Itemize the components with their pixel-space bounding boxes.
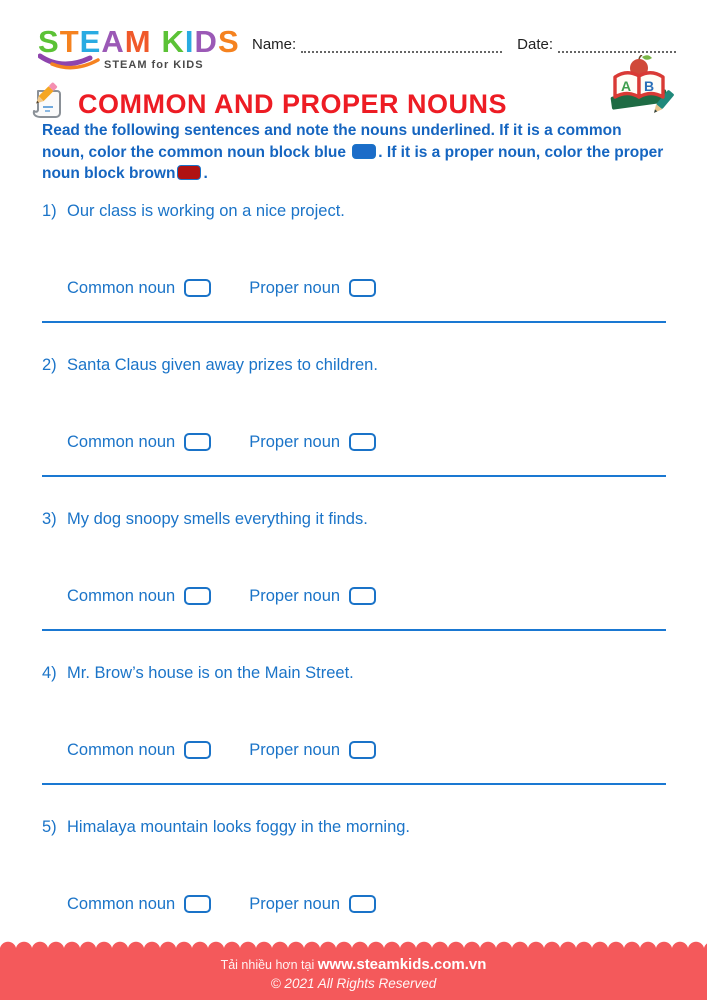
common-noun-label: Common noun [67,432,176,451]
question-5 [42,816,666,914]
footer-line1 [0,950,707,973]
footer [0,950,707,1000]
common-noun-option [67,433,211,452]
proper-noun-label: Proper noun [249,586,341,605]
footer-copyright: © 2021 All Rights Reserved [270,976,437,991]
proper-noun-checkbox[interactable] [349,433,376,451]
common-noun-label: Common noun [67,894,176,913]
logo-letter: I [184,24,195,59]
page-title: COMMON AND PROPER NOUNS [78,89,508,119]
question-sentence [42,816,666,838]
question-text: My dog snoopy smells everything it finds. [67,510,368,528]
proper-noun-checkbox[interactable] [349,741,376,759]
name-date-row [252,36,681,53]
question-number: 5) [42,818,57,836]
logo-letter: D [194,24,218,59]
logo-letter: S [217,24,240,59]
question-options [67,278,666,298]
common-noun-option [67,895,211,914]
proper-noun-checkbox[interactable] [349,279,376,297]
swoosh-icon [38,53,102,76]
question-divider [42,321,666,323]
common-noun-label: Common noun [67,586,176,605]
proper-noun-option [249,433,376,452]
instructions-part3: . [203,165,208,182]
common-noun-option [67,587,211,606]
proper-noun-option [249,741,376,760]
proper-noun-option [249,895,376,914]
question-divider [42,783,666,785]
question-text: Our class is working on a nice project. [67,202,345,220]
date-label: Date: [517,36,553,53]
svg-text:A: A [621,78,632,94]
question-text: Mr. Brow’s house is on the Main Street. [67,664,354,682]
svg-text:B: B [644,78,655,94]
proper-noun-option [249,279,376,298]
question-options [67,586,666,606]
name-label: Name: [252,36,297,53]
proper-noun-checkbox[interactable] [349,587,376,605]
question-sentence [42,662,666,684]
question-sentence [42,508,666,530]
proper-noun-label: Proper noun [249,432,341,451]
common-noun-checkbox[interactable] [184,741,211,759]
logo-letter: K [161,24,185,59]
logo-letter: T [59,24,80,59]
question-options [67,740,666,760]
question-options [67,432,666,452]
question-4 [42,662,666,785]
instructions-part1: Read the following sentences and note the nouns underlined. If it is a common noun, color the common noun block blue [42,122,622,161]
questions-list [42,200,666,914]
name-field[interactable] [301,40,502,53]
question-number: 3) [42,510,57,528]
common-noun-option [67,741,211,760]
question-number: 1) [42,202,57,220]
logo-subtitle: STEAM for KIDS [104,58,204,71]
question-divider [42,475,666,477]
proper-noun-checkbox[interactable] [349,895,376,913]
footer-scallop-border [0,941,707,950]
common-noun-label: Common noun [67,740,176,759]
common-noun-checkbox[interactable] [184,587,211,605]
proper-noun-label: Proper noun [249,278,341,297]
instructions-part2: . If it is a proper noun, color the proper noun block brown [42,143,664,182]
question-1 [42,200,666,323]
common-noun-option [67,279,211,298]
date-field[interactable] [558,40,676,53]
footer-url[interactable]: www.steamkids.com.vn [317,956,487,973]
brown-block-swatch [177,165,201,180]
proper-noun-label: Proper noun [249,740,341,759]
question-3 [42,508,666,631]
question-divider [42,629,666,631]
common-noun-checkbox[interactable] [184,433,211,451]
question-text: Himalaya mountain looks foggy in the morning. [67,818,411,836]
blue-block-swatch [352,144,376,159]
question-2 [42,354,666,477]
question-text: Santa Claus given away prizes to children. [67,356,378,374]
common-noun-checkbox[interactable] [184,279,211,297]
logo-letter: M [124,24,152,59]
question-number: 2) [42,356,57,374]
common-noun-checkbox[interactable] [184,895,211,913]
proper-noun-label: Proper noun [249,894,341,913]
question-sentence [42,354,666,376]
proper-noun-option [249,587,376,606]
logo-letter: E [79,24,102,59]
footer-text-prefix: Tải nhiều hơn tại [220,958,318,972]
logo-letter: S [38,24,60,59]
abc-book-icon [606,55,674,124]
common-noun-label: Common noun [67,278,176,297]
instructions-text [42,120,668,185]
logo-letter: A [101,24,125,59]
question-sentence [42,200,666,222]
steamkids-logo [38,26,240,76]
question-options [67,894,666,914]
question-number: 4) [42,664,57,682]
